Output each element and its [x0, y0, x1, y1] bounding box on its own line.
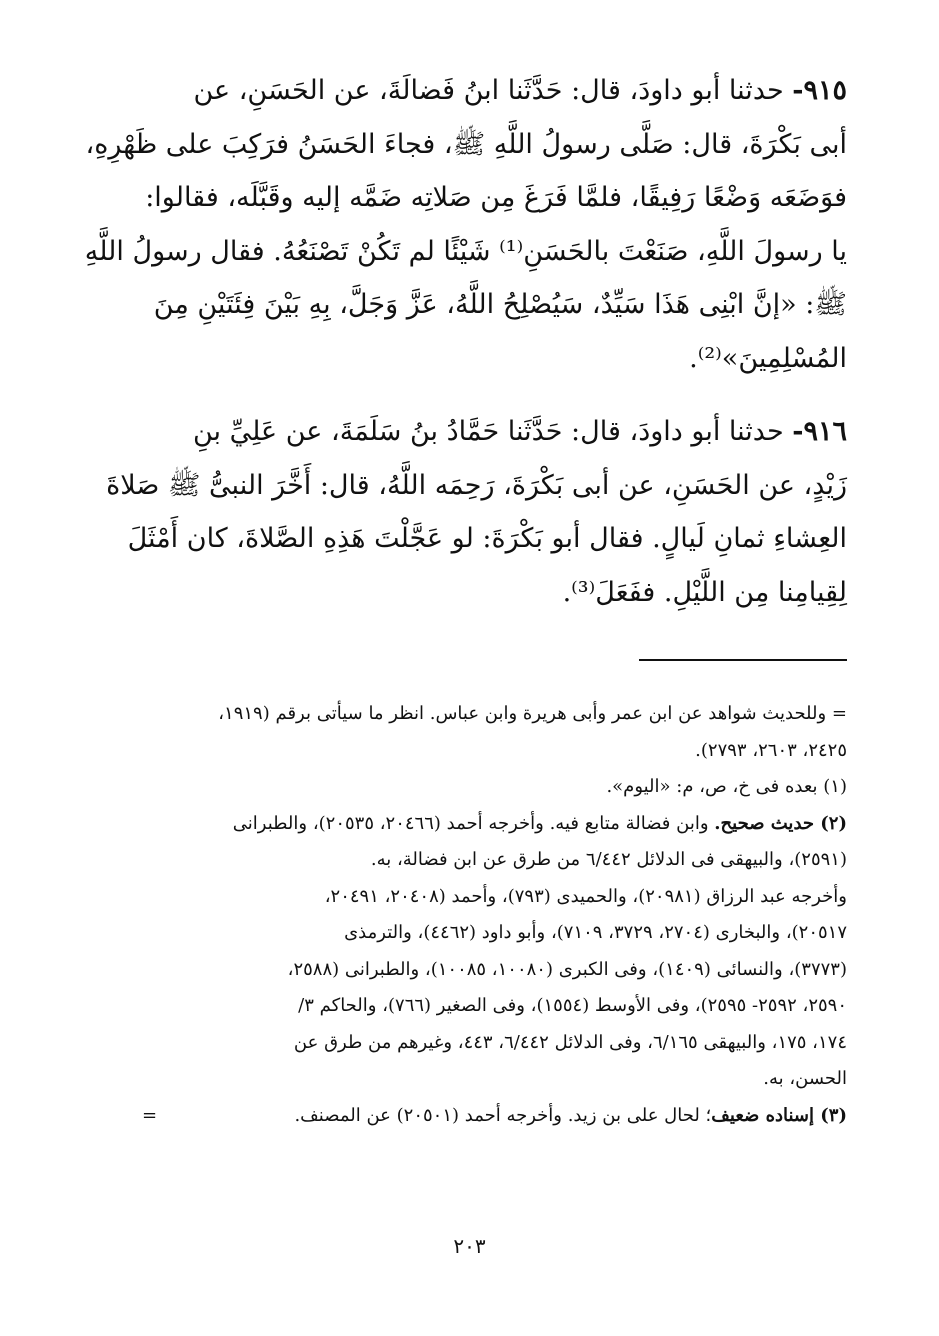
hadith-line: لِقِيامِنا مِن اللَّيْلِ. ففَعَلَ⁽³⁾.: [562, 576, 847, 608]
footnote-line: ٢٤٢٥، ٢٦٠٣، ٢٧٩٣).: [695, 739, 847, 761]
footnote-grade: (٢) حديث صحيح.: [714, 812, 847, 834]
footnotes: [132, 696, 847, 1134]
hadith-916: [106, 405, 847, 619]
footnote-line: وأخرجه عبد الرزاق (٢٠٩٨١)، والحميدى (٧٩٣)، وأحمد (٢٠٤٠٨، ٢٠٤٩١،: [324, 885, 847, 907]
hadith-line: المُسْلِمِينَ»⁽²⁾.: [689, 342, 847, 374]
hadith-line: ٩١٥- حدثنا أبو داودَ، قال: حَدَّثَنا ابنُ فَضالَةَ، عن الحَسَنِ، عن: [193, 75, 847, 106]
hadith-number: ٩١٥-: [792, 75, 847, 106]
hadith-line: زَيْدٍ، عن الحَسَنِ، عن أبى بَكْرَةَ، رَحِمَه اللَّهُ، قال: أَخَّرَ النبىُّ ﷺ صَلاةَ: [106, 469, 847, 501]
footnote-grade: (٣) إسناده ضعيف: [711, 1104, 847, 1126]
hadith-line: أبى بَكْرَةَ، قال: صَلَّى رسولُ اللَّهِ ﷺ، فجاءَ الحَسَنُ فرَكِبَ على ظَهْرِهِ،: [85, 128, 847, 160]
footnote-line: (١) بعده فى خ، ص، م: «اليوم».: [606, 776, 847, 797]
hadith-number: ٩١٦-: [792, 416, 847, 447]
hadith-line: ﷺ: «إنَّ ابْنِى هَذَا سَيِّدٌ، سَيُصْلِحُ اللَّهُ، عَزَّ وَجَلَّ، بِهِ بَيْنَ فِئَتَيْنِ مِنَ: [153, 289, 847, 320]
hadith-line: فوَضَعَه وَضْعًا رَفِيقًا، فلمَّا فَرَغَ مِن صَلاتِه ضَمَّه إليه وقَبَّلَه، فقالوا:: [145, 182, 847, 213]
footnote-divider: [639, 659, 847, 661]
footnote-line: ٢٥٩٠، ٢٥٩٢- ٢٥٩٥)، وفى الأوسط (١٥٥٤)، وفى الصغير (٧٦٦)، والحاكم ٣/: [298, 995, 847, 1016]
footnote-line: (٣) إسناده ضعيف؛ لحال على بن زيد. وأخرجه أحمد (٢٠٥٠١) عن المصنف. =: [132, 1098, 847, 1135]
footnote-line: (٣٧٧٣)، والنسائى (١٤٠٩)، وفى الكبرى (١٠٠٨٠، ١٠٠٨٥)، والطبرانى (٢٥٨٨،: [287, 958, 847, 980]
hadith-line: العِشاءِ ثمانِ لَيالٍ. فقال أبو بَكْرَةَ: لو عَجَّلْتَ هَذِهِ الصَّلاةَ، كان أَمْثَلَ: [127, 523, 847, 554]
footnote-line: ٢٠٥١٧)، والبخارى (٢٧٠٤، ٣٧٢٩، ٧١٠٩)، وأبو داود (٤٤٦٢)، والترمذى: [344, 922, 847, 943]
footnote-line: = وللحديث شواهد عن ابن عمر وأبى هريرة وابن عباس. انظر ما سيأتى برقم (١٩١٩،: [218, 703, 847, 724]
footnote-line: (٢) حديث صحيح. وابن فضالة متابع فيه. وأخرجه أحمد (٢٠٤٦٦، ٢٠٥٣٥)، والطبرانى: [232, 812, 847, 834]
footnote-line: الحسن، به.: [763, 1068, 847, 1089]
hadith-915: [84, 64, 847, 385]
footnote-line: ١٧٤، ١٧٥، والبيهقى ٦/١٦٥، وفى الدلائل ٦/٤٤٢، ٤٤٣، وغيرهم من طرق عن: [293, 1031, 847, 1053]
hadith-line: يا رسولَ اللَّهِ، صَنَعْتَ بالحَسَنِ⁽¹⁾ شَيْئًا لم تَكُنْ تَصْنَعُهُ. فقال رسولُ اللَّهِ: [84, 235, 847, 267]
footnote-line: (٢٥٩١)، والبيهقى فى الدلائل ٦/٤٤٢ من طرق عن ابن فضالة، به.: [370, 849, 847, 870]
hadith-line: ٩١٦- حدثنا أبو داودَ، قال: حَدَّثَنا حَمَّادُ بنُ سَلَمَةَ، عن عَلِيِّ بنِ: [192, 416, 847, 447]
continuation-marker: =: [142, 1104, 158, 1126]
page-number: ٢٠٣: [453, 1234, 486, 1258]
